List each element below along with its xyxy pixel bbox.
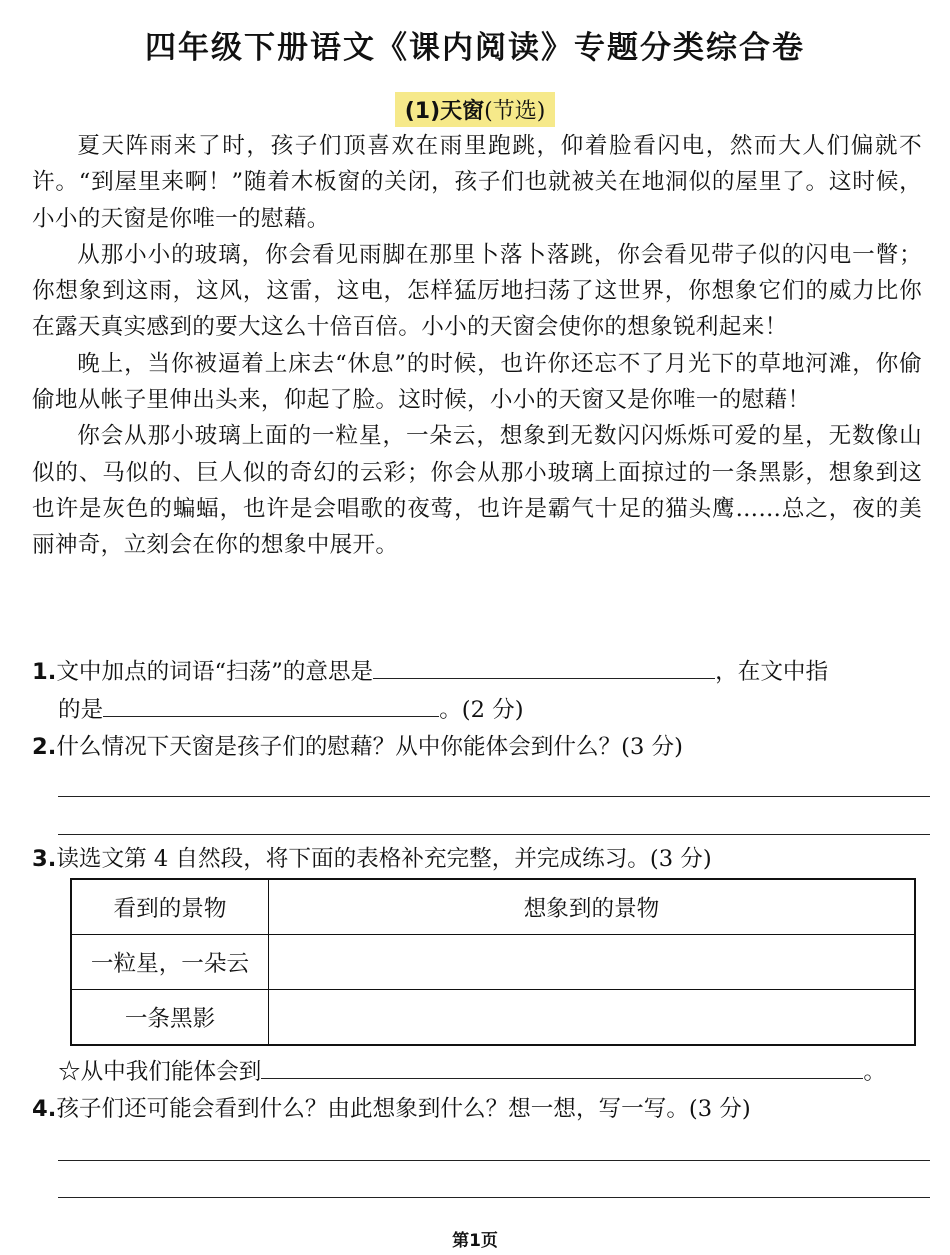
question-2 xyxy=(32,728,932,766)
passage-paragraph-4: 你会从那小玻璃上面的一粒星，一朵云，想象到无数闪闪烁烁可爱的星，无数像山似的、马似的、巨人似的奇幻的云彩；你会从那小玻璃上面掠过的一条黑影，想象到这也许是灰色的蝙蝠，也许是会唱歌的夜莺，也许是霸气十足的猫头鹰……总之，夜的美丽神奇，立刻会在你的想象中展开。 xyxy=(32,423,922,559)
question-4-text: 孩子们还可能会看到什么？由此想象到什么？想一想，写一写。(3 分) xyxy=(56,1096,751,1122)
question-1-answer-blank-2[interactable] xyxy=(103,690,439,717)
question-1-number: 1. xyxy=(32,659,57,685)
question-1 xyxy=(32,652,932,691)
question-3-text: 读选文第 4 自然段，将下面的表格补充完整，并完成练习。(3 分) xyxy=(56,846,712,872)
question-1-answer-blank-1[interactable] xyxy=(373,652,715,679)
question-3-followup xyxy=(58,1052,938,1091)
question-4-number: 4. xyxy=(32,1096,57,1122)
question-2-answer-line-2[interactable] xyxy=(58,834,930,835)
table-header-row xyxy=(71,879,915,935)
question-3-number: 3. xyxy=(32,846,57,872)
table-header-seen: 看到的景物 xyxy=(71,879,269,935)
passage-title-highlight xyxy=(395,92,556,127)
question-2-number: 2. xyxy=(32,734,57,760)
reading-passage xyxy=(32,128,922,564)
passage-title-note: (节选) xyxy=(484,99,546,124)
table-header-imagined: 想象到的景物 xyxy=(269,879,916,935)
question-3-followup-end: 。 xyxy=(863,1059,886,1085)
question-1-text-line2: 的是 xyxy=(58,697,104,723)
question-1-score: 。(2 分) xyxy=(439,697,524,723)
question-3-followup-text: ☆从中我们能体会到 xyxy=(58,1059,262,1085)
question-3-followup-blank[interactable] xyxy=(261,1052,863,1079)
table-row xyxy=(71,990,915,1046)
page-title: 四年级下册语文《课内阅读》专题分类综合卷 xyxy=(145,30,805,66)
passage-title: (1)天窗 xyxy=(404,99,485,124)
question-1-text-cont: ，在文中指 xyxy=(715,659,829,685)
passage-paragraph-2: 从那小小的玻璃，你会看见雨脚在那里卜落卜落跳，你会看见带子似的闪电一瞥；你想象到这雨，这风，这雷，这电，怎样猛厉地扫荡了这世界，你想象它们的威力比你在露天真实感到的要大这么十倍百倍。小小的天窗会使你的想象锐利起来！ xyxy=(32,241,922,341)
table-row xyxy=(71,935,915,990)
table-cell-seen: 一条黑影 xyxy=(71,990,269,1046)
passage-paragraph-3: 晚上，当你被逼着上床去“休息”的时候，也许你还忘不了月光下的草地河滩，你偷偷地从帐子里伸出头来，仰起了脸。这时候，小小的天窗又是你唯一的慰藉！ xyxy=(32,350,922,414)
question-3 xyxy=(32,840,932,878)
table-cell-imagined-answer[interactable] xyxy=(269,935,916,990)
question-4-answer-line-1[interactable] xyxy=(58,1160,930,1161)
table-cell-imagined-answer[interactable] xyxy=(269,990,916,1046)
page-number: 第1页 xyxy=(452,1231,498,1251)
passage-heading xyxy=(0,92,950,127)
question-1-line-2 xyxy=(58,690,928,729)
question-4 xyxy=(32,1090,932,1128)
question-1-text: 文中加点的词语“扫荡”的意思是 xyxy=(56,659,374,685)
table-cell-seen: 一粒星，一朵云 xyxy=(71,935,269,990)
question-2-answer-line-1[interactable] xyxy=(58,796,930,797)
question-4-answer-line-2[interactable] xyxy=(58,1197,930,1198)
passage-paragraph-1: 夏天阵雨来了时，孩子们顶喜欢在雨里跑跳，仰着脸看闪电，然而大人们偏就不许。“到屋里来啊！”随着木板窗的关闭，孩子们也就被关在地洞似的屋里了。这时候，小小的天窗是你唯一的慰藉。 xyxy=(32,133,922,232)
question-2-text: 什么情况下天窗是孩子们的慰藉？从中你能体会到什么？(3 分) xyxy=(56,734,683,760)
scenery-table xyxy=(70,878,916,1046)
